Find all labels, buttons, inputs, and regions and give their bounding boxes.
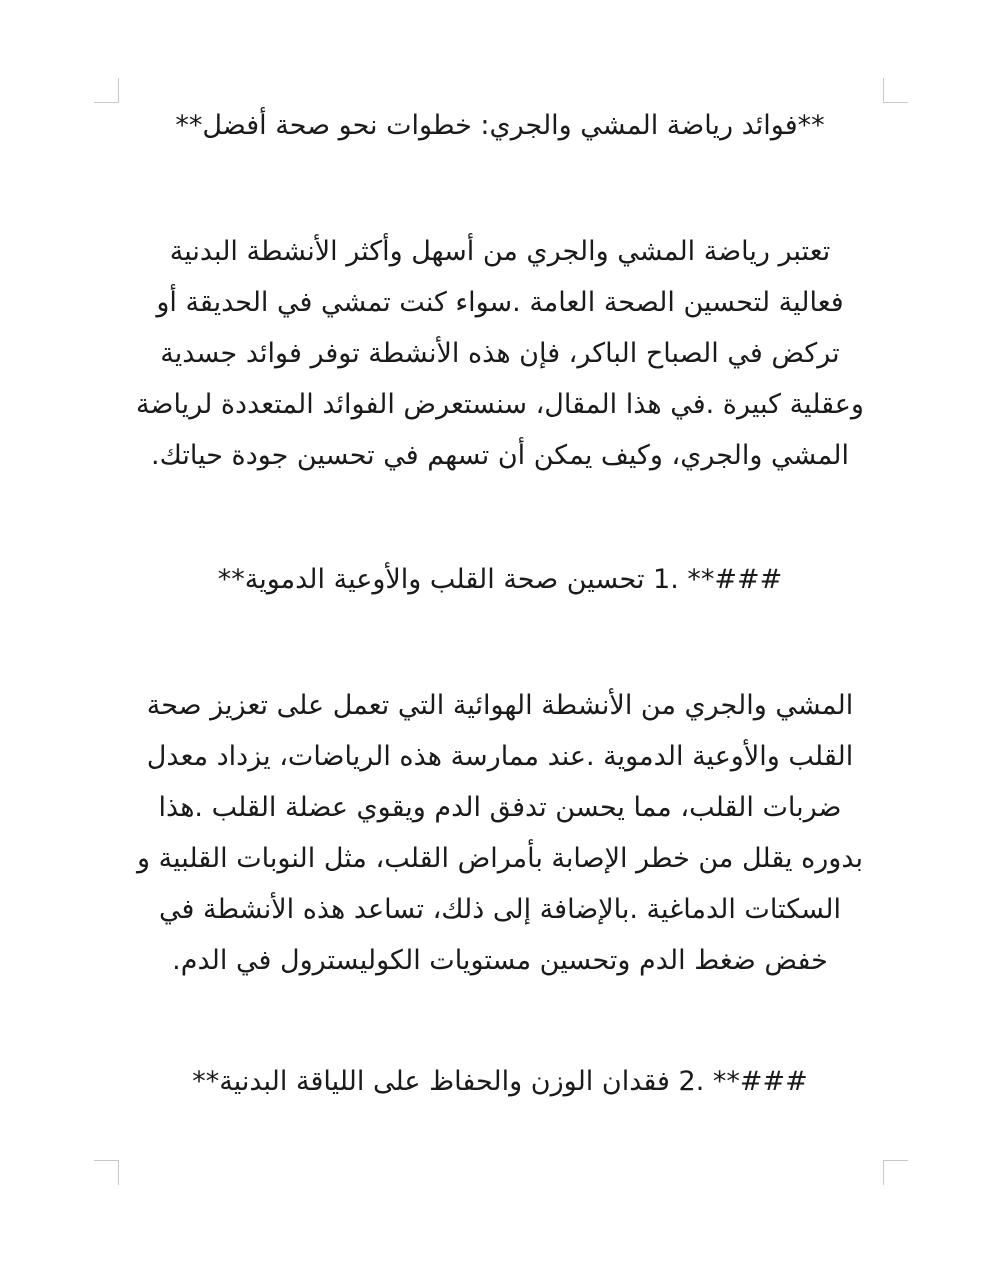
paragraph-line: فعالية لتحسين الصحة العامة .سواء كنت تمشي في الحديقة أو bbox=[156, 287, 844, 318]
intro-paragraph bbox=[118, 226, 882, 481]
page-corner-mark-bottom-left bbox=[94, 1160, 119, 1185]
document-title bbox=[118, 104, 882, 148]
page-corner-mark-top-right bbox=[883, 78, 908, 103]
paragraph-line: خفض ضغط الدم وتحسين مستويات الكوليسترول في الدم. bbox=[172, 945, 828, 976]
paragraph-line: تعتبر رياضة المشي والجري من أسهل وأكثر الأنشطة البدنية bbox=[169, 236, 831, 267]
paragraph-line: ضربات القلب، مما يحسن تدفق الدم ويقوي عضلة القلب .هذا bbox=[158, 792, 842, 823]
heading-text: ###** .1 تحسين صحة القلب والأوعية الدموية** bbox=[217, 564, 783, 595]
page-corner-mark-bottom-right bbox=[883, 1160, 908, 1185]
paragraph-line: بدوره يقلل من خطر الإصابة بأمراض القلب، مثل النوبات القلبية و bbox=[136, 843, 864, 874]
paragraph-line: وعقلية كبيرة .في هذا المقال، سنستعرض الفوائد المتعددة لرياضة bbox=[136, 389, 864, 420]
paragraph-line: السكتات الدماغية .بالإضافة إلى ذلك، تساعد هذه الأنشطة في bbox=[159, 894, 841, 925]
paragraph-line: المشي والجري من الأنشطة الهوائية التي تعمل على تعزيز صحة bbox=[146, 690, 854, 721]
paragraph-line: المشي والجري، وكيف يمكن أن تسهم في تحسين جودة حياتك. bbox=[151, 440, 849, 471]
paragraph-line: تركض في الصباح الباكر، فإن هذه الأنشطة توفر فوائد جسدية bbox=[160, 338, 840, 369]
title-text: **فوائد رياضة المشي والجري: خطوات نحو صحة أفضل** bbox=[175, 110, 825, 141]
section-2-heading bbox=[118, 1060, 882, 1104]
paragraph-line: القلب والأوعية الدموية .عند ممارسة هذه الرياضات، يزداد معدل bbox=[146, 741, 854, 772]
heading-text: ###** .2 فقدان الوزن والحفاظ على اللياقة البدنية** bbox=[192, 1066, 808, 1097]
section-1-paragraph bbox=[118, 680, 882, 986]
page-corner-mark-top-left bbox=[94, 78, 119, 103]
section-1-heading bbox=[118, 558, 882, 602]
